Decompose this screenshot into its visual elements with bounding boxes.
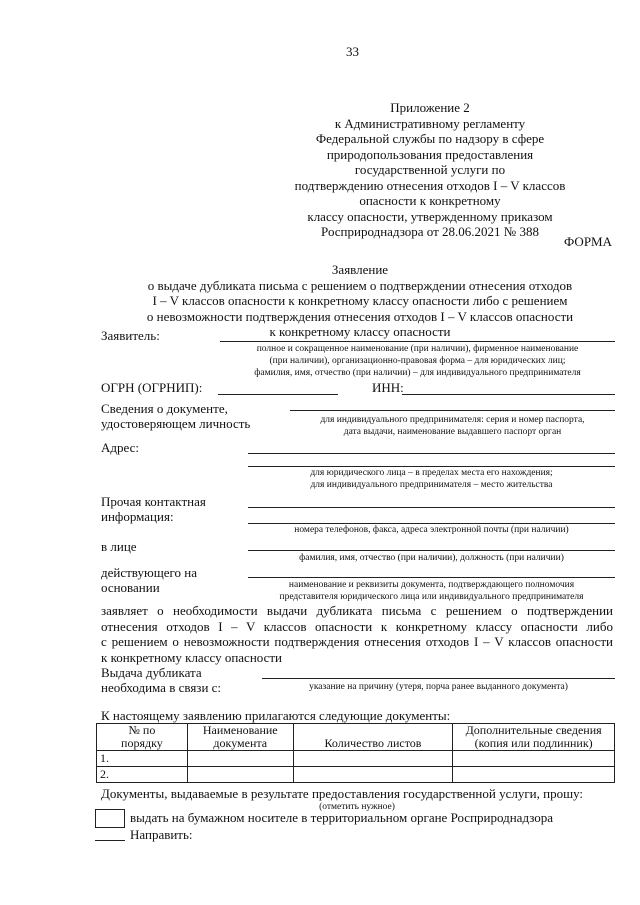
applicant-label: Заявитель: bbox=[101, 328, 160, 343]
appendix-block bbox=[280, 100, 580, 240]
address-label: Адрес: bbox=[101, 440, 139, 455]
appendix-line: классу опасности, утвержденному приказом bbox=[307, 208, 553, 224]
title-line: к конкретному классу опасности bbox=[269, 324, 451, 339]
row-number: 1. bbox=[97, 751, 188, 767]
table-header-cell bbox=[293, 724, 453, 751]
title-line: Заявление bbox=[331, 262, 389, 277]
basis-label bbox=[101, 565, 197, 595]
appendix-line: подтверждению отнесения отходов I – V классов bbox=[294, 177, 566, 193]
contact-input-line-1[interactable] bbox=[248, 507, 615, 508]
header-text: Дополнительные сведения bbox=[465, 723, 602, 737]
title-line: о невозможности подтверждения отнесения отходов I – V классов опасности bbox=[146, 308, 574, 324]
ogrn-input-line[interactable] bbox=[218, 394, 338, 395]
table-cell[interactable] bbox=[453, 767, 615, 783]
reason-hint: указание на причину (утеря, порча ранее выданного документа) bbox=[309, 682, 568, 692]
table-cell[interactable] bbox=[453, 751, 615, 767]
doc-hint bbox=[290, 414, 615, 438]
address-input-line-1[interactable] bbox=[248, 453, 615, 454]
basis-hint-line: наименование и реквизиты документа, подтверждающего полномочия bbox=[288, 580, 575, 590]
attachments-table bbox=[96, 723, 615, 783]
header-text: (копия или подлинник) bbox=[474, 736, 593, 750]
ogrn-label: ОГРН (ОГРНИП): bbox=[101, 380, 203, 395]
header-text: Наименование bbox=[202, 723, 278, 737]
title-line: I – V классов опасности к конкретному классу опасности либо с решением bbox=[152, 293, 568, 308]
table-cell[interactable] bbox=[187, 751, 293, 767]
page-number: 33 bbox=[346, 44, 359, 59]
table-row bbox=[97, 767, 615, 783]
applicant-hint-line: фамилия, имя, отчество (при наличии) – для индивидуального предпринимателя bbox=[254, 368, 581, 378]
reason-label-line: Выдача дубликата bbox=[101, 665, 202, 680]
person-hint: фамилия, имя, отчество (при наличии), должность (при наличии) bbox=[299, 553, 564, 563]
applicant-hint-line: (при наличии), организационно-правовая форма – для юридических лиц; bbox=[269, 356, 566, 366]
document-title bbox=[100, 262, 620, 340]
address-hint bbox=[248, 467, 615, 491]
basis-hint-line: представителя юридического лица или индивидуального предпринимателя bbox=[279, 592, 584, 602]
contact-label-line: Прочая контактная bbox=[101, 494, 206, 509]
basis-label-line: действующего на bbox=[101, 565, 197, 580]
contact-label bbox=[101, 494, 206, 524]
applicant-hint bbox=[220, 343, 615, 379]
appendix-line: Федеральной службы по надзору в сфере bbox=[315, 131, 545, 146]
person-label: в лице bbox=[101, 539, 137, 554]
doc-label bbox=[101, 401, 250, 431]
table-row bbox=[97, 751, 615, 767]
doc-label-line: удостоверяющем личность bbox=[101, 416, 251, 431]
send-option: Направить: bbox=[130, 827, 193, 842]
statement-line: заявляет о необходимости выдачи дубликата письма с решением о подтверждении bbox=[101, 603, 613, 618]
applicant-input-line[interactable] bbox=[220, 341, 615, 342]
basis-label-line: основании bbox=[101, 580, 160, 595]
applicant-hint-line: полное и сокращенное наименование (при наличии), фирменное наименование bbox=[256, 344, 579, 354]
reason-label-line: необходима в связи с: bbox=[101, 680, 222, 695]
doc-label-line: Сведения о документе, bbox=[101, 401, 228, 416]
attachments-intro: К настоящему заявлению прилагаются следующие документы: bbox=[101, 708, 451, 723]
row-number: 2. bbox=[97, 767, 188, 783]
table-header-cell bbox=[187, 724, 293, 751]
address-hint-line: для индивидуального предпринимателя – место жительства bbox=[310, 480, 553, 490]
statement-line-last: к конкретному классу опасности bbox=[101, 649, 283, 665]
contact-hint: номера телефонов, факса, адреса электронной почты (при наличии) bbox=[294, 525, 569, 535]
table-header-cell bbox=[97, 724, 188, 751]
contact-label-line: информация: bbox=[101, 509, 174, 524]
person-input-line[interactable] bbox=[248, 550, 615, 551]
doc-input-line[interactable] bbox=[290, 410, 615, 411]
appendix-line: природопользования предоставления bbox=[326, 146, 534, 162]
paper-delivery-option: выдать на бумажном носителе в территориальном органе Росприроднадзора bbox=[130, 810, 554, 825]
statement-paragraph bbox=[101, 603, 613, 665]
table-header-cell bbox=[453, 724, 615, 751]
delivery-intro: Документы, выдаваемые в результате предоставления государственной услуги, прошу: bbox=[101, 786, 584, 801]
inn-label: ИНН: bbox=[372, 380, 404, 395]
appendix-line: Приложение 2 bbox=[390, 100, 470, 115]
statement-line: с решением о невозможности подтверждения отнесения отходов I – V классов опасности bbox=[101, 634, 613, 649]
table-header-row bbox=[97, 724, 615, 751]
header-text: № по bbox=[128, 723, 156, 737]
delivery-hint: (отметить нужное) bbox=[319, 802, 395, 812]
basis-input-line[interactable] bbox=[248, 577, 615, 578]
appendix-line: государственной услуги по bbox=[354, 162, 506, 177]
send-option-mark-line[interactable] bbox=[95, 840, 125, 841]
appendix-line: к Административному регламенту bbox=[334, 115, 526, 131]
appendix-line: опасности к конкретному bbox=[359, 193, 501, 208]
header-text: документа bbox=[213, 736, 268, 750]
inn-input-line[interactable] bbox=[402, 394, 615, 395]
form-label: ФОРМА bbox=[564, 234, 612, 249]
header-text: Количество листов bbox=[324, 736, 422, 750]
table-cell[interactable] bbox=[293, 751, 453, 767]
address-hint-line: для юридического лица – в пределах места его нахождения; bbox=[310, 468, 553, 478]
doc-hint-line: для индивидуального предпринимателя: серия и номер паспорта, bbox=[320, 415, 585, 425]
paper-delivery-checkbox[interactable] bbox=[95, 809, 125, 828]
basis-hint bbox=[248, 579, 615, 603]
header-text: порядку bbox=[121, 736, 163, 750]
title-line: о выдаче дубликата письма с решением о подтверждении отнесения отходов bbox=[147, 277, 573, 293]
reason-label bbox=[101, 665, 221, 695]
doc-hint-line: дата выдачи, наименование выдавшего паспорт орган bbox=[343, 427, 562, 437]
appendix-line: Росприроднадзора от 28.06.2021 № 388 bbox=[321, 224, 539, 239]
statement-line: отнесения отходов I – V классов опасности к конкретному классу опасности либо bbox=[101, 618, 613, 634]
table-cell[interactable] bbox=[293, 767, 453, 783]
reason-input-line[interactable] bbox=[262, 678, 615, 679]
table-cell[interactable] bbox=[187, 767, 293, 783]
